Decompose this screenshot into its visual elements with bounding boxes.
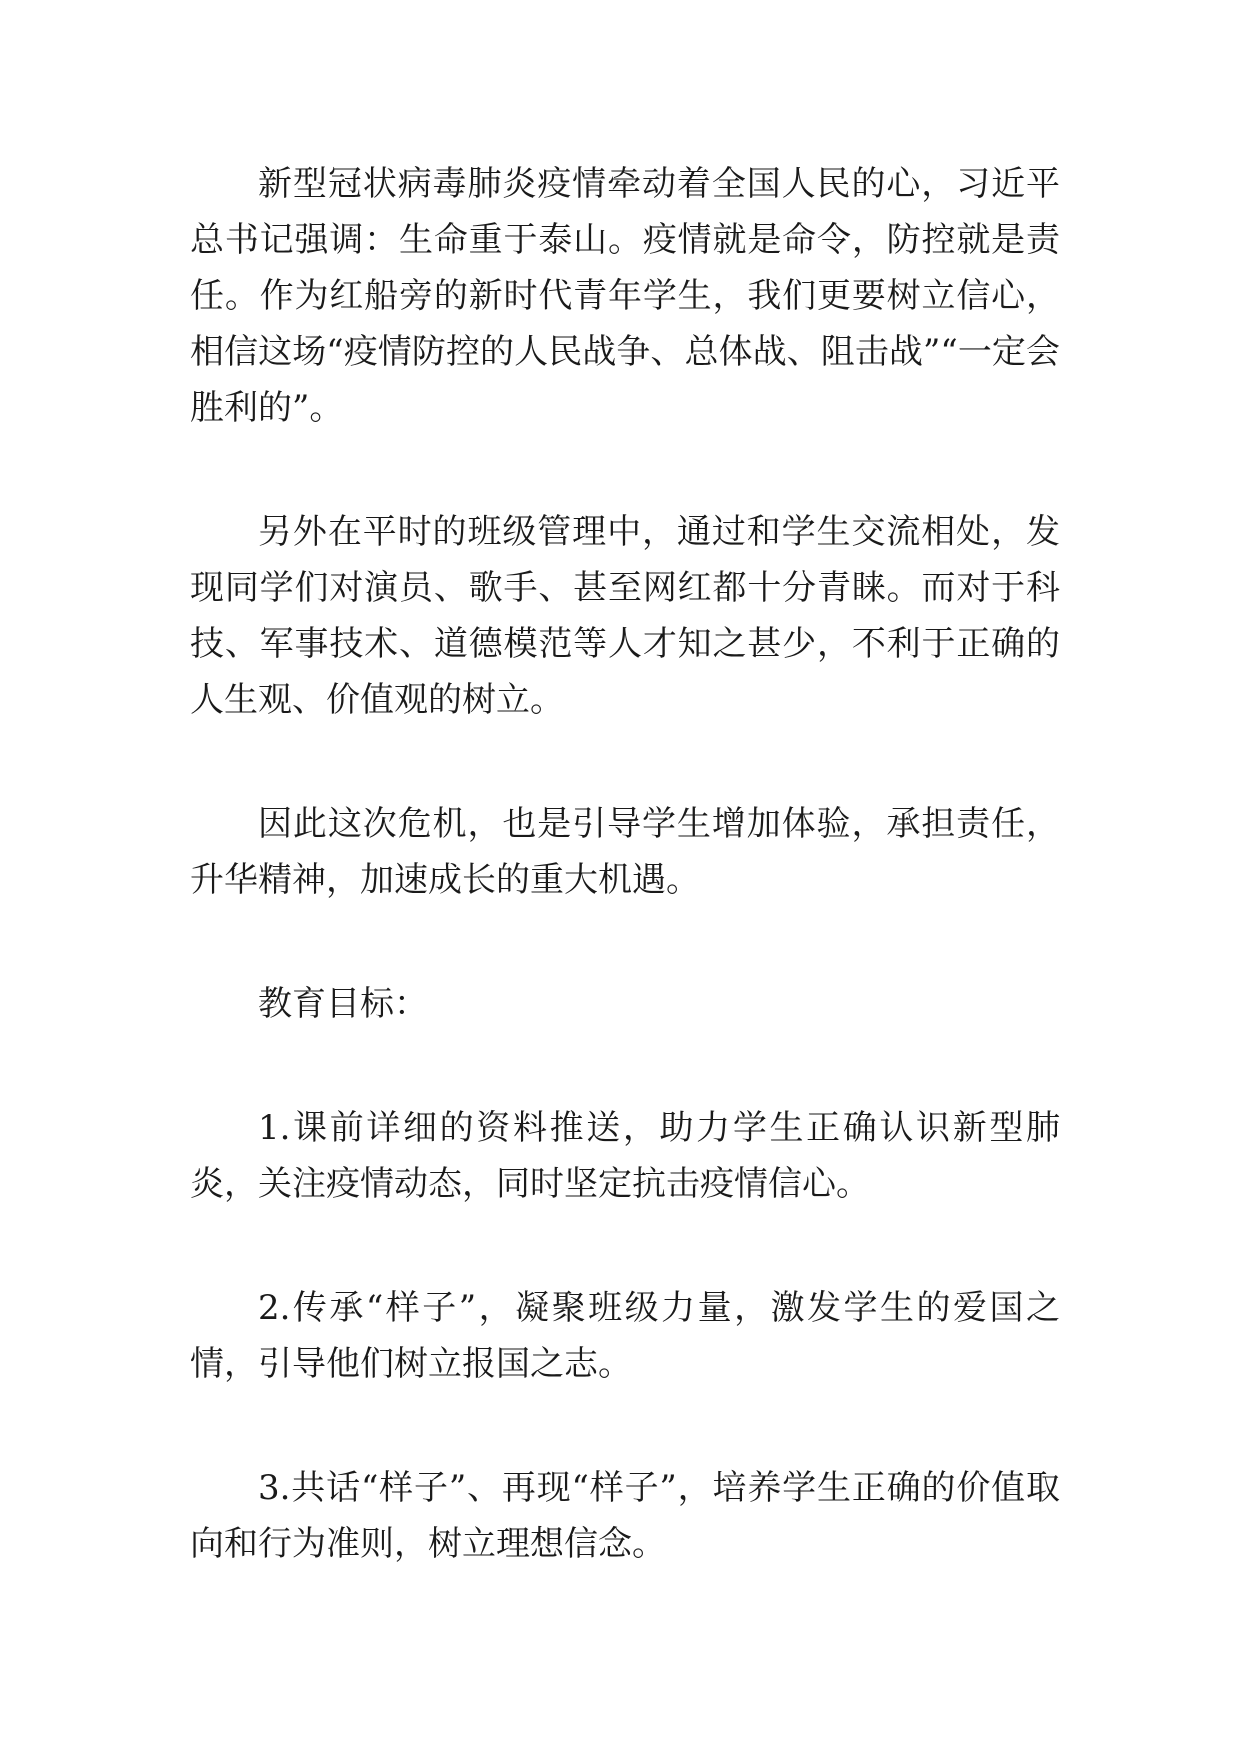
paragraph-class-management: 另外在平时的班级管理中，通过和学生交流相处，发现同学们对演员、歌手、甚至网红都十分青睐。而对于科技、军事技术、道德模范等人才知之甚少，不利于正确的人生观、价值观的树立。 xyxy=(190,512,1060,720)
paragraph-spacer xyxy=(190,1032,1060,1100)
paragraph-spacer xyxy=(190,436,1060,504)
goal-item-3: 3.共话“样子”、再现“样子”，培养学生正确的价值取向和行为准则，树立理想信念。 xyxy=(190,1468,1060,1564)
goal-item-1: 1.课前详细的资料推送，助力学生正确认识新型肺炎，关注疫情动态，同时坚定抗击疫情信心。 xyxy=(190,1108,1060,1204)
goal-item-2: 2.传承“样子”，凝聚班级力量，激发学生的爱国之情，引导他们树立报国之志。 xyxy=(190,1288,1060,1384)
document-body xyxy=(190,156,1060,1572)
paragraph-opportunity: 因此这次危机，也是引导学生增加体验，承担责任，升华精神，加速成长的重大机遇。 xyxy=(190,804,1060,900)
paragraph-spacer xyxy=(190,908,1060,976)
paragraph-spacer xyxy=(190,728,1060,796)
paragraph-spacer xyxy=(190,1212,1060,1280)
paragraph-background: 新型冠状病毒肺炎疫情牵动着全国人民的心，习近平总书记强调：生命重于泰山。疫情就是命令，防控就是责任。作为红船旁的新时代青年学生，我们更要树立信心，相信这场“疫情防控的人民战争、总体战、阻击战”“一定会胜利的”。 xyxy=(190,164,1060,428)
section-heading-goals: 教育目标： xyxy=(258,984,428,1024)
paragraph-spacer xyxy=(190,1392,1060,1460)
